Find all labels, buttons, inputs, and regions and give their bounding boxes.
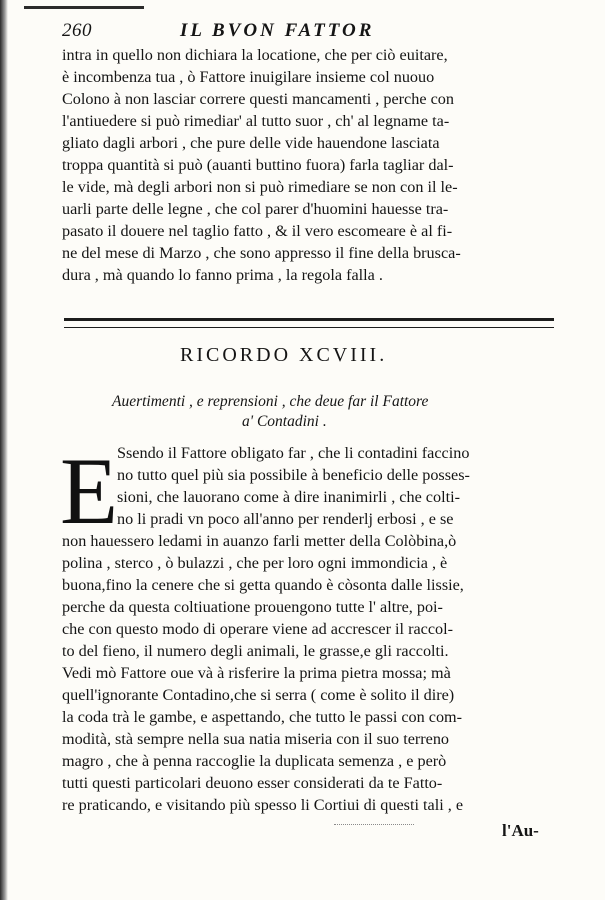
section-separator (64, 318, 554, 328)
text-line: sioni, che lauorano come à dire inanimirli , che colti- (117, 488, 460, 506)
text-line: non hauessero ledami in auanzo farli metter della Colòbina,ò (62, 532, 457, 550)
catchword: l'Au- (502, 821, 539, 840)
text-line: Vedi mò Fattore oue và à risferire la prima pietra mossa; mà (62, 664, 451, 682)
text-line: to del fieno, il numero degli animali, le grasse,e gli raccolti. (62, 642, 449, 660)
text-line: no li pradi vn poco all'anno per renderlj erbosi , e se (117, 510, 454, 528)
text-line: no tutto quel più sia possibile à beneficio delle posses- (117, 466, 470, 484)
text-line: dura , mà quando lo fanno prima , la regola falla . (62, 266, 383, 284)
text-line: tutti questi particolari deuono esser considerati da te Fatto- (62, 774, 443, 792)
top-paragraph (62, 44, 562, 286)
text-line: Colono à non lasciar correre questi mancamenti , perche con (62, 90, 454, 108)
text-line: magro , che à penna raccoglie la duplicata semenza , e però (62, 752, 447, 770)
scan-edge-shadow (0, 0, 8, 900)
section-title: RICORDO XCVIII. (180, 344, 388, 366)
text-line: Ssendo il Fattore obligato far , che li contadini faccino (117, 444, 470, 462)
text-line: è incombenza tua , ò Fattore inuigilare insieme col nuouo (62, 68, 435, 86)
text-line: quell'ignorante Contadino,che si serra ( come è solito il dire) (62, 686, 455, 704)
text-line: buona,fino la cenere che si getta quando è còsonta dalle lissie, (62, 576, 464, 594)
text-line: uarli parte delle legne , che col parer d'huomini hauesse tra- (62, 200, 449, 218)
text-line: l'antiuedere si può rimediar' al tutto suor , ch' al legname ta- (62, 112, 450, 130)
section-subtitle-line-1: Auertimenti , e reprensioni , che deue far il Fattore (112, 393, 429, 410)
section-subtitle-line-2: a' Contadini . (242, 413, 327, 430)
text-line: polina , sterco , ò bulazzi , che per loro ogni immondicia , è (62, 554, 448, 572)
text-line: pasato il douere nel taglio fatto , & il vero escomeare è al fi- (62, 222, 453, 240)
main-paragraph (60, 438, 562, 816)
text-line: modità, stà sempre nella sua natia miseria con il suo terreno (62, 730, 450, 748)
text-line: che con questo modo di operare viene ad accrescer il raccol- (62, 620, 453, 638)
text-line: perche da questa coltiuatione prouengono tutte l' altre, poi- (62, 598, 443, 616)
running-title: IL BVON FATTOR (180, 20, 375, 41)
page-number: 260 (62, 20, 92, 41)
text-line: gliato dagli arbori , che pure delle vide hauendone lasciata (62, 134, 440, 152)
text-line: troppa quantità si può (auanti buttino fuora) farla tagliar dal- (62, 156, 454, 174)
top-rule (24, 6, 144, 9)
bottom-ink-marks (334, 824, 414, 833)
text-line: la coda trà le gambe, e aspettando, che tutto le passi con com- (62, 708, 463, 726)
text-line: intra in quello non dichiara la locatione, che per ciò euitare, (62, 46, 448, 64)
text-line: le vide, mà degli arbori non si può rimediare se non con il le- (62, 178, 458, 196)
text-line: ne del mese di Marzo , che sono appresso il fine della brusca- (62, 244, 461, 262)
drop-cap: E (60, 438, 119, 544)
text-line: re praticando, e visitando più spesso li Cortiui di questi tali , e (62, 796, 464, 814)
